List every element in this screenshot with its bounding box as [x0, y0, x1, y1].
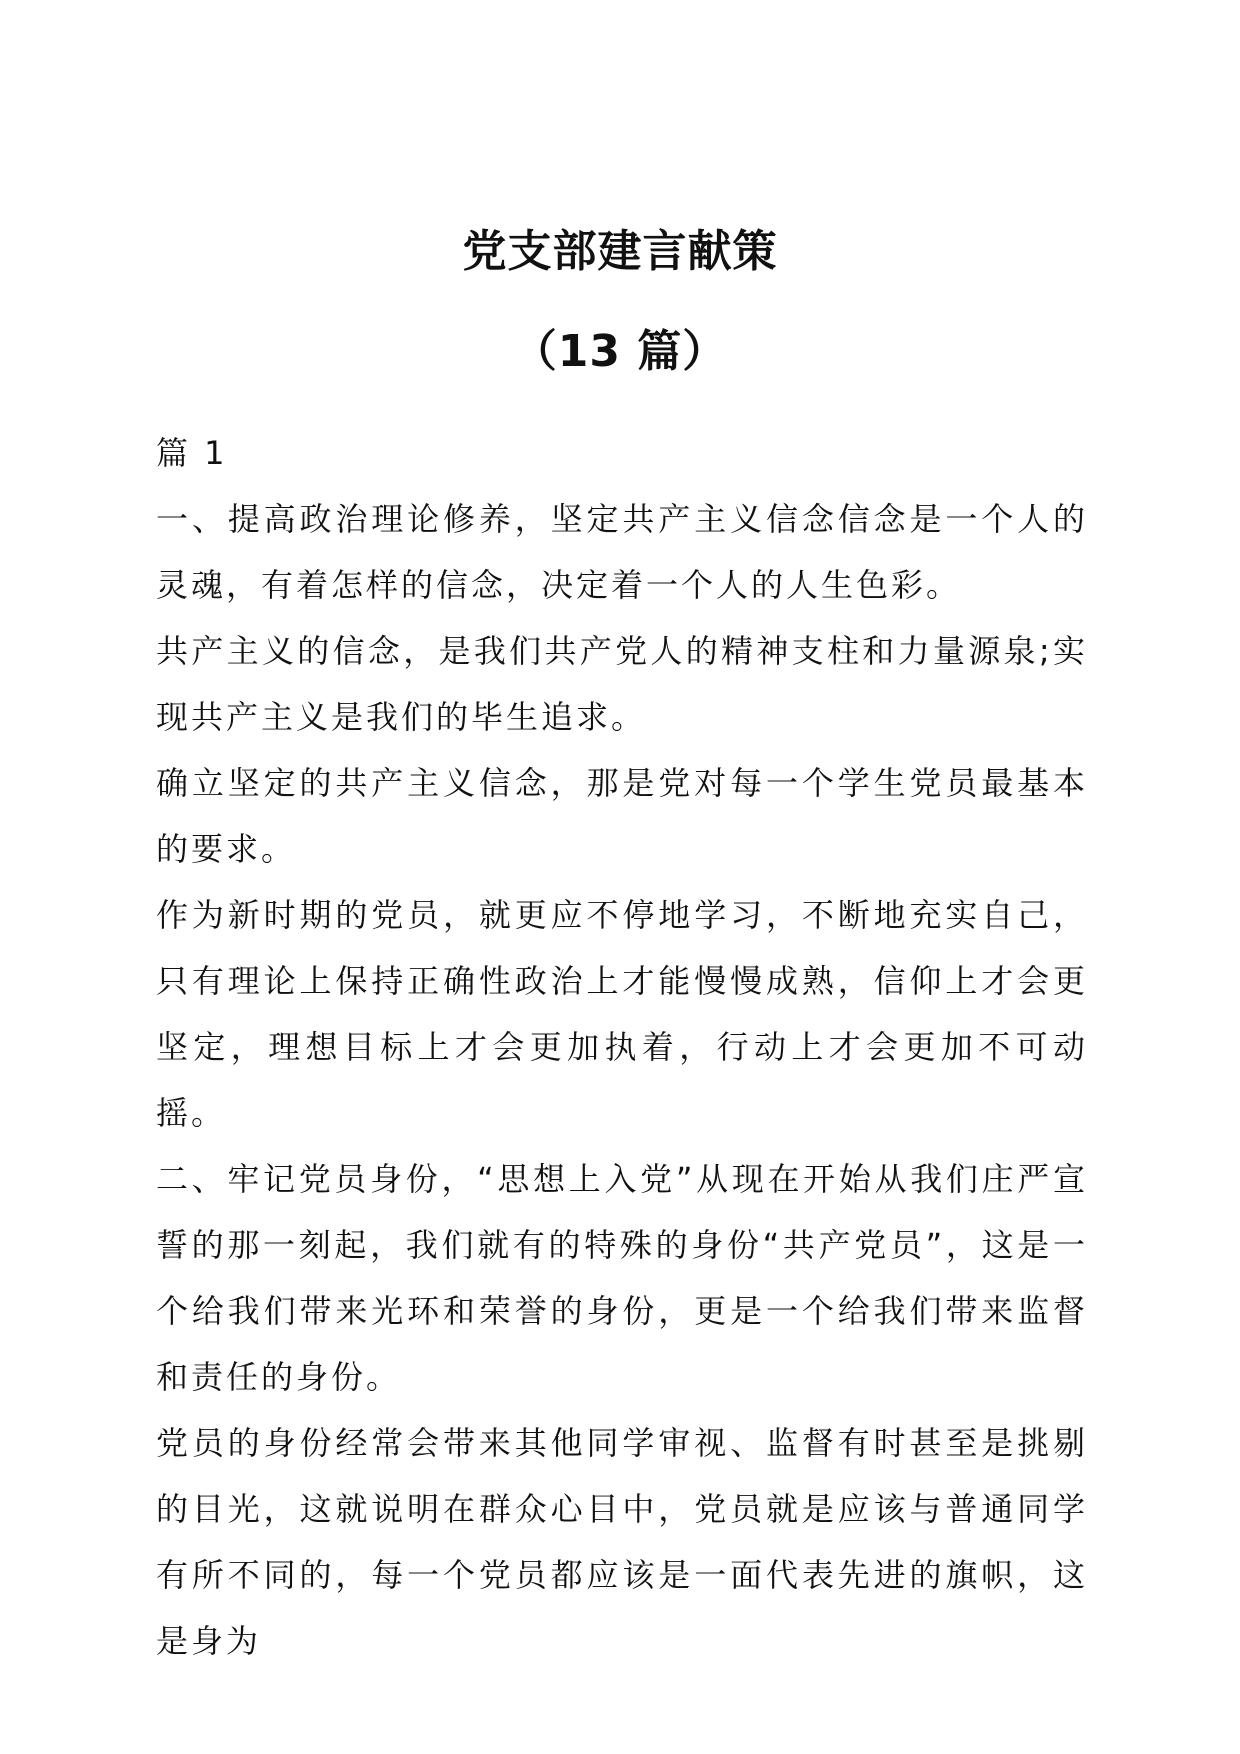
paragraph-5: 二、牢记党员身份，“思想上入党”从现在开始从我们庄严宣誓的那一刻起，我们就有的特殊的身份“共产党员”，这是一个给我们带来光环和荣誉的身份，更是一个给我们带来监督和责任的身份。: [156, 1160, 1088, 1396]
section-label: 篇 1: [156, 434, 228, 472]
paragraph-4: 作为新时期的党员，就更应不停地学习，不断地充实自己，只有理论上保持正确性政治上才能慢慢成熟，信仰上才会更坚定，理想目标上才会更加执着，行动上才会更加不可动摇。: [156, 896, 1088, 1132]
paragraph-2: 共产主义的信念，是我们共产党人的精神支柱和力量源泉;实现共产主义是我们的毕生追求。: [156, 632, 1088, 736]
paragraph-1: 一、提高政治理论修养，坚定共产主义信念信念是一个人的灵魂，有着怎样的信念，决定着一个人的人生色彩。: [156, 500, 1088, 604]
document-subtitle: （13 篇）: [512, 326, 728, 377]
paragraph-6: 党员的身份经常会带来其他同学审视、监督有时甚至是挑剔的目光，这就说明在群众心目中，党员就是应该与普通同学有所不同的，每一个党员都应该是一面代表先进的旗帜，这是身为: [156, 1424, 1088, 1660]
document-body: [156, 420, 1088, 1674]
document-title: 党支部建言献策: [462, 226, 778, 277]
paragraph-3: 确立坚定的共产主义信念，那是党对每一个学生党员最基本的要求。: [156, 764, 1088, 868]
